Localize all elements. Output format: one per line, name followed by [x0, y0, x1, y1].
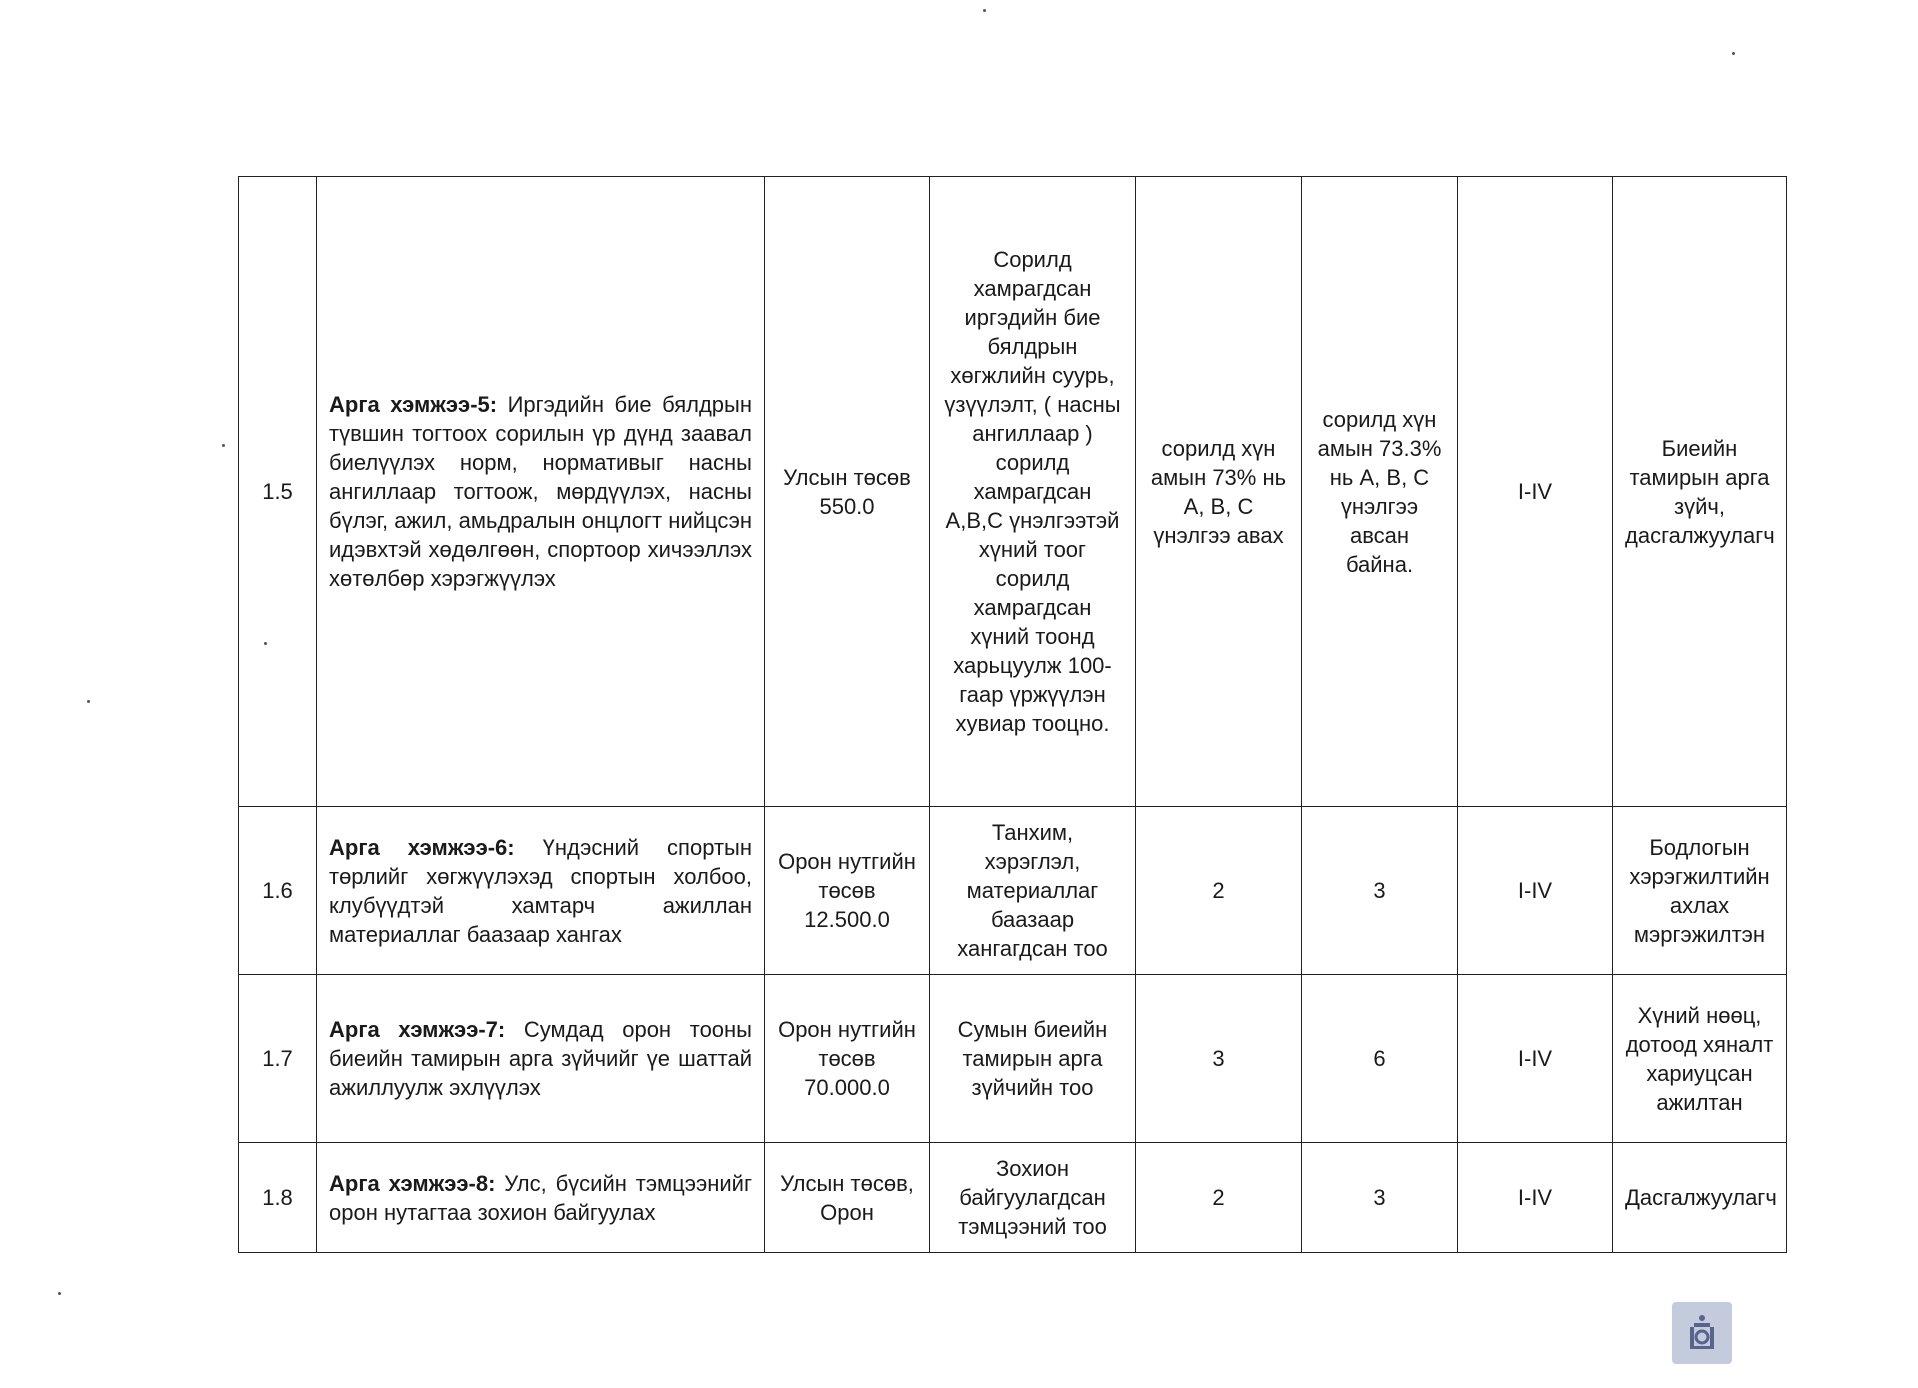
soyombo-emblem-icon: [1685, 1313, 1719, 1353]
activity-label: Арга хэмжээ-8:: [329, 1170, 496, 1196]
activity-text: Иргэдийн бие бялдрын түвшин тогтоох сорилын үр дүнд заавал биелүүлэх норм, нормативыг насны ангиллаар тогтоож, мөрдүүлэх, насны бүлэг, ажил, амьдралын онцлогт нийцсэн идэвхтэй хөдөлгөөн, спортоор хичээллэх хөтөлбөр хэрэгжүүлэх: [329, 392, 752, 591]
table-row: [239, 177, 1787, 807]
indicator-cell: Зохион байгуулагдсан тэмцээний тоо: [930, 1143, 1136, 1253]
table-row: [239, 807, 1787, 975]
indicator-cell: Сорилд хамрагдсан иргэдийн бие бялдрын хөгжлийн суурь, үзүүлэлт, ( насны ангиллаар ) сорилд хамрагдсан А,В,С үнэлгээтэй хүний тоог сорилд хамрагдсан хүний тоонд харьцуулж 100-гаар үржүүлэн хувиар тооцно.: [930, 177, 1136, 807]
activity-label: Арга хэмжээ-7:: [329, 1017, 506, 1042]
activity-cell: [317, 807, 765, 975]
scan-speck: [983, 9, 986, 12]
baseline-cell: сорилд хүн амын 73% нь А, В, С үнэлгээ авах: [1136, 177, 1302, 807]
activity-label: Арга хэмжээ-6:: [329, 834, 515, 860]
scan-speck: [264, 642, 267, 645]
target-cell: 3: [1302, 807, 1458, 975]
baseline-cell: 2: [1136, 807, 1302, 975]
responsible-cell: Хүний нөөц, дотоод хяналт хариуцсан ажилтан: [1613, 975, 1787, 1143]
activity-label: Арга хэмжээ-5:: [329, 392, 498, 417]
activity-text: Үндэсний спортын төрлийг хөгжүүлэхэд спортын холбоо, клубүүдтэй хамтарч ажиллан материаллаг баазаар хангах: [329, 834, 752, 947]
table-row: [239, 975, 1787, 1143]
quarter-cell: I-IV: [1458, 807, 1613, 975]
activity-text: Улс, бүсийн тэмцээнийг орон нутагтаа зохион байгуулах: [329, 1170, 752, 1225]
responsible-cell: Биеийн тамирын арга зүйч, дасгалжуулагч: [1613, 177, 1787, 807]
scan-speck: [87, 700, 90, 703]
budget-cell: Орон нутгийн төсөв 12.500.0: [765, 807, 930, 975]
baseline-cell: 2: [1136, 1143, 1302, 1253]
indicator-cell: Сумын биеийн тамирын арга зүйчийн тоо: [930, 975, 1136, 1143]
row-number: 1.7: [239, 975, 317, 1143]
indicator-cell: Танхим, хэрэглэл, материаллаг баазаар хангагдсан тоо: [930, 807, 1136, 975]
government-seal: [1672, 1302, 1732, 1364]
target-cell: 3: [1302, 1143, 1458, 1253]
activity-cell: [317, 975, 765, 1143]
row-number: 1.6: [239, 807, 317, 975]
table-row: [239, 1143, 1787, 1253]
target-cell: сорилд хүн амын 73.3% нь А, В, С үнэлгээ авсан байна.: [1302, 177, 1458, 807]
activity-cell: [317, 1143, 765, 1253]
scan-speck: [1732, 52, 1735, 55]
row-number: 1.8: [239, 1143, 317, 1253]
row-number: 1.5: [239, 177, 317, 807]
activity-cell: [317, 177, 765, 807]
action-plan-table: [238, 176, 1787, 1253]
responsible-cell: Дасгалжуулагч: [1613, 1143, 1787, 1253]
quarter-cell: I-IV: [1458, 975, 1613, 1143]
scan-speck: [222, 444, 225, 447]
scan-speck: [58, 1292, 61, 1295]
baseline-cell: 3: [1136, 975, 1302, 1143]
quarter-cell: I-IV: [1458, 1143, 1613, 1253]
responsible-cell: Бодлогын хэрэгжилтийн ахлах мэргэжилтэн: [1613, 807, 1787, 975]
quarter-cell: I-IV: [1458, 177, 1613, 807]
budget-cell: Улсын төсөв, Орон: [765, 1143, 930, 1253]
budget-cell: Орон нутгийн төсөв 70.000.0: [765, 975, 930, 1143]
activity-text: Сумдад орон тооны биеийн тамирын арга зүйчийг үе шаттай ажиллуулж эхлүүлэх: [329, 1017, 752, 1100]
target-cell: 6: [1302, 975, 1458, 1143]
budget-cell: Улсын төсөв 550.0: [765, 177, 930, 807]
